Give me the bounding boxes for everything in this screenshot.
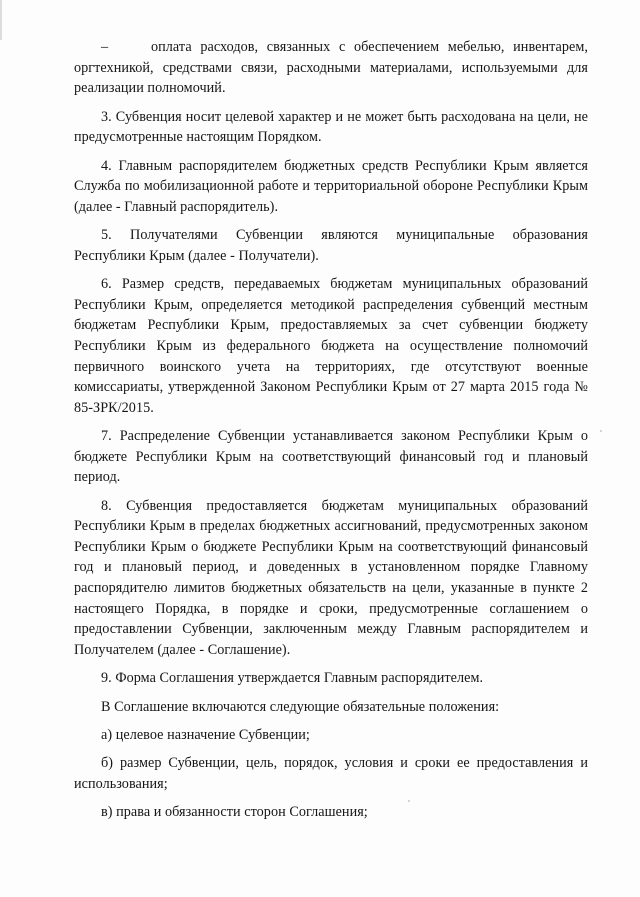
document-body xyxy=(74,37,588,831)
paragraph-6: 6. Размер средств, передаваемых бюджетам муниципальных образований Республики Крым, определяется методикой распределения субвенций местным бюджетам Республики Крым, предоставляемых за счет субвенции бюджету Республики Крым из федерального бюджета на осуществление полномочий первичного воинского учета на территориях, где отсутствуют военные комиссариаты, утвержденной Законом Республики Крым от 27 марта 2015 года № 85-ЗРК/2015. xyxy=(74,276,588,416)
list-item-c: в) права и обязанности сторон Соглашения; xyxy=(101,804,368,821)
paragraph-text: оплата расходов, связанных с обеспечением мебелью, инвентарем, оргтехникой, средствами связи, расходными материалами, используемыми для реализации полномочий. xyxy=(74,39,588,97)
paragraph-3: 3. Субвенция носит целевой характер и не может быть расходована на цели, не предусмотренные настоящим Порядком. xyxy=(74,108,588,146)
paragraph-7: 7. Распределение Субвенции устанавливается законом Республики Крым о бюджете Республики Крым на соответствующий финансовый год и плановый период. xyxy=(74,428,588,486)
scan-speck xyxy=(600,430,602,432)
paragraph-9: 9. Форма Соглашения утверждается Главным распорядителем. xyxy=(101,670,484,687)
paragraph-8: 8. Субвенция предоставляется бюджетам муниципальных образований Республики Крым в пределах бюджетных ассигнований, предусмотренных законом Республики Крым о бюджете Республики Крым на соответствующий финансовый год и плановый период, и доведенных в установленном порядке Главному распорядителю лимитов бюджетных обязательств на цели, указанные в пункте 2 настоящего Порядка, в порядке и сроки, предусмотренные соглашением о предоставлении Субвенции, заключенным между Главным распорядителем и Получателем (далее - Соглашение). xyxy=(74,497,588,658)
paragraph-4: 4. Главным распорядителем бюджетных средств Республики Крым является Служба по мобилизационной работе и территориальной обороне Республики Крым (далее - Главный распорядитель). xyxy=(74,157,588,215)
paragraph-5: 5. Получателями Субвенции являются муниципальные образования Республики Крым (далее - Получатели). xyxy=(74,227,588,264)
paragraph-agreement-provisions: В Соглашение включаются следующие обязательные положения: xyxy=(101,698,500,715)
scan-edge-mark xyxy=(0,0,2,40)
list-item-b: б) размер Субвенции, цель, порядок, условия и сроки ее предоставления и использования; xyxy=(74,755,588,792)
list-item-a: а) целевое назначение Субвенции; xyxy=(101,726,310,743)
paragraph-dash-item xyxy=(74,37,588,99)
dash-marker: – xyxy=(101,39,109,55)
